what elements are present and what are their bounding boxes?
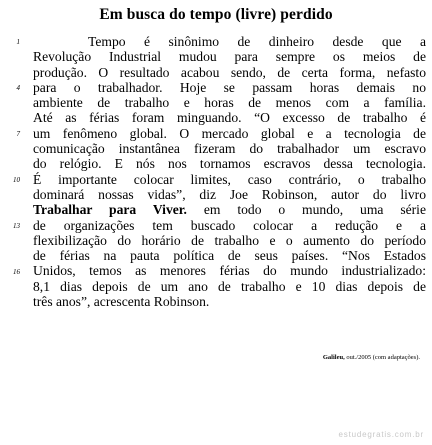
text-line: de férias na pauta política de seus países. “Nos Estados xyxy=(33,248,426,264)
text-line: É importante colocar limites, caso contrário, o trabalho xyxy=(33,171,426,187)
watermark: estudegratis.com.br xyxy=(338,430,424,439)
text-line: Tempo é sinônimo de dinheiro desde que a xyxy=(88,34,426,49)
text-line: Unidos, temos as menores férias do mundo industrializado: xyxy=(33,263,426,279)
text-line: para o trabalhador. Hoje se passam horas demais no xyxy=(33,79,426,95)
source-detail: out./2005 (com adaptações). xyxy=(346,354,420,361)
text-line: de organizações tem buscado colocar a redução e a xyxy=(33,217,426,233)
line-number: 7 xyxy=(16,130,20,138)
book-title: Trabalhar para Viver. xyxy=(33,202,187,218)
text-line: comunicação instantânea fizeram do trabalhador um escravo xyxy=(33,141,426,157)
line-number: 4 xyxy=(16,84,20,92)
text-line: Revolução Industrial mudou para sempre os meios de xyxy=(33,49,426,65)
text-line-rest: em todo o mundo, uma série xyxy=(203,202,426,218)
text-line: 8,1 dias depois de um ano de trabalho e 10 dias depois de xyxy=(33,278,426,294)
text-line: flexibilização do horário de trabalho e o aumento do período xyxy=(33,232,426,248)
source-citation xyxy=(323,354,420,361)
text-line: do relógio. E nós nos tornamos escravos dessa tecnologia. xyxy=(33,156,426,172)
line-number: 13 xyxy=(13,222,20,230)
text-line-with-book-title xyxy=(33,202,426,217)
text-line: dominará nossas vidas”, diz Joe Robinson, autor do livro xyxy=(33,186,426,202)
source-name: Galileu, xyxy=(322,354,345,361)
text-line: produção. O resultado acabou sendo, de certa forma, nefasto xyxy=(33,64,426,80)
line-number: 10 xyxy=(13,176,20,184)
article-body xyxy=(33,34,426,309)
line-number: 16 xyxy=(13,268,20,276)
text-line: um fenômeno global. O mercado global e a tecnologia de xyxy=(33,125,426,141)
line-number: 1 xyxy=(16,38,20,46)
text-line: ambiente de trabalho e horas de menos com a família. xyxy=(33,95,426,111)
text-line: três anos”, acrescenta Robinson. xyxy=(33,294,210,310)
text-line: Até as férias foram minguando. “O excesso de trabalho é xyxy=(33,110,426,126)
document-title: Em busca do tempo (livre) perdido xyxy=(99,6,333,23)
